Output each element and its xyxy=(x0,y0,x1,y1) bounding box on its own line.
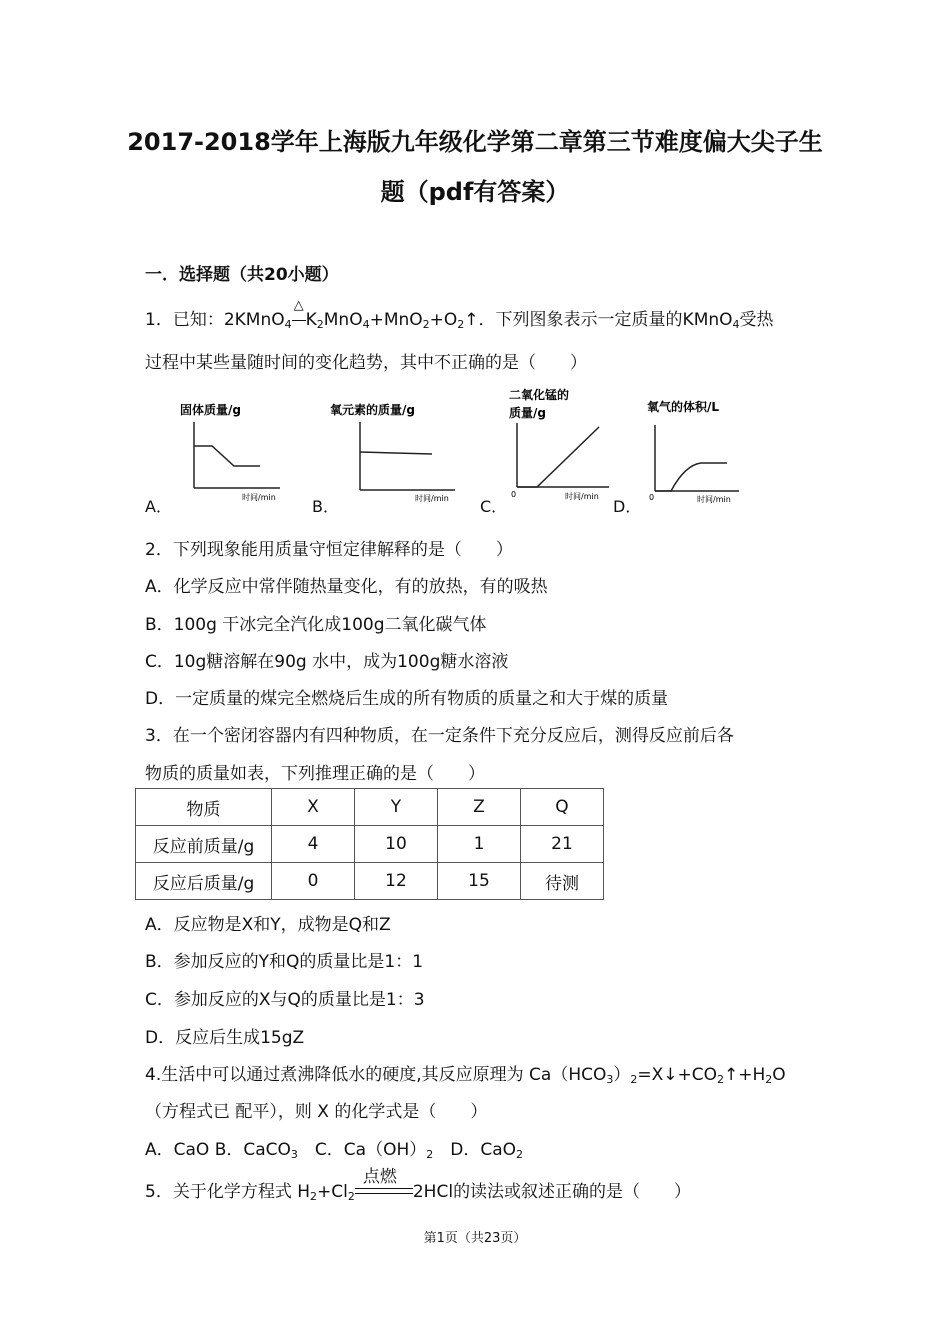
table-row xyxy=(136,863,604,900)
q2-option-a[interactable]: A．化学反应中常伴随热量变化，有的放热，有的吸热 xyxy=(145,577,548,597)
graph-a-ylabel: 固体质量/g xyxy=(180,403,241,417)
q3-mass-table xyxy=(135,788,604,900)
q3-option-c[interactable]: C．参加反应的X与Q的质量比是1：3 xyxy=(145,990,425,1010)
q3-stem-line2: 物质的质量如表，下列推理正确的是（ ） xyxy=(145,764,485,784)
heat-condition: △ xyxy=(292,310,306,330)
table-row xyxy=(136,826,604,863)
table-cell: 1 xyxy=(438,826,521,863)
q1-graph-a xyxy=(180,398,290,503)
table-cell: X xyxy=(272,789,355,826)
q4-stem-line1: 4.生活中可以通过煮沸降低水的硬度,其反应原理为 $Ca(HCO_3)_2=X↓+CO_2↑+H_2O$ xyxy=(145,1065,786,1086)
table-cell: 12 xyxy=(355,863,438,900)
q2-option-c[interactable]: C．10g糖溶解在90g 水中，成为100g糖水溶液 xyxy=(145,652,509,672)
table-header-row xyxy=(136,789,604,826)
table-cell: 4 xyxy=(272,826,355,863)
table-cell: Y xyxy=(355,789,438,826)
q1-option-b-letter[interactable]: B． xyxy=(312,497,339,516)
graph-b-ylabel: 氧元素的质量/g xyxy=(330,403,415,417)
q4-options[interactable]: A．CaO B．CaCO$_3$ C．$Ca(OH)_2$ D．CaO$_2$ xyxy=(145,1140,523,1161)
table-cell: Z xyxy=(438,789,521,826)
q3-option-a[interactable]: A．反应物是X和Y，成物是Q和Z xyxy=(145,915,391,935)
graph-a-xlabel: 时间/min xyxy=(242,493,276,502)
graph-c-ylabel-2: 质量/g xyxy=(509,406,546,420)
graph-b-curve xyxy=(360,452,432,454)
graph-b-xlabel: 时间/min xyxy=(415,494,449,503)
graph-d-xlabel: 时间/min xyxy=(697,495,731,504)
section-heading: 一．选择题（共20小题） xyxy=(145,265,339,285)
table-cell: 0 xyxy=(272,863,355,900)
table-cell: 物质 xyxy=(136,789,272,826)
page-footer: 第1页（共23页） xyxy=(423,1231,527,1246)
q2-option-b[interactable]: B．100g 干冰完全汽化成100g二氧化碳气体 xyxy=(145,615,487,635)
graph-c-ylabel-1: 二氧化锰的 xyxy=(509,388,570,402)
q5-stem: 5．关于化学方程式 $H_2+Cl_2$ 点燃 2HCl的读法或叙述正确的是（ ） xyxy=(145,1167,692,1203)
q1-graph-c xyxy=(505,385,615,503)
ignite-condition: 点燃 xyxy=(355,1182,413,1202)
graph-d-curve xyxy=(655,463,727,491)
q1-option-d-letter[interactable]: D． xyxy=(613,497,642,516)
q1-line1: 1．已知：2KMnO$_4$ △ $K_2MnO_4+MnO_2+O_2↑$．下列图象表示一定质量的KMnO$_4$受热 xyxy=(145,298,774,331)
doc-title-line2: 题（pdf有答案） xyxy=(380,178,570,206)
q1-option-c-letter[interactable]: C． xyxy=(480,497,508,516)
table-cell: 21 xyxy=(521,826,604,863)
graph-c-curve xyxy=(517,427,599,487)
q1-line2: 过程中某些量随时间的变化趋势，其中不正确的是（ ） xyxy=(145,353,587,373)
graph-d-origin: 0 xyxy=(649,493,655,502)
table-cell: Q xyxy=(521,789,604,826)
q2-option-d[interactable]: D．一定质量的煤完全燃烧后生成的所有物质的质量之和大于煤的质量 xyxy=(145,689,669,709)
q1-graph-d xyxy=(645,395,745,505)
table-cell: 10 xyxy=(355,826,438,863)
q3-option-d[interactable]: D．反应后生成15gZ xyxy=(145,1028,305,1048)
q2-stem: 2．下列现象能用质量守恒定律解释的是（ ） xyxy=(145,540,513,560)
q3-option-b[interactable]: B．参加反应的Y和Q的质量比是1：1 xyxy=(145,952,424,972)
table-cell: 待测 xyxy=(521,863,604,900)
doc-title-line1: 2017-2018学年上海版九年级化学第二章第三节难度偏大尖子生 xyxy=(127,128,823,156)
graph-d-ylabel: 氧气的体积/L xyxy=(647,400,720,414)
table-cell: 15 xyxy=(438,863,521,900)
q3-stem-line1: 3．在一个密闭容器内有四种物质，在一定条件下充分反应后，测得反应前后各 xyxy=(145,726,734,746)
q4-stem-line2: （方程式已 配平），则 X 的化学式是（ ） xyxy=(145,1102,488,1122)
q1-option-a-letter[interactable]: A． xyxy=(145,497,172,516)
graph-a-curve xyxy=(194,446,260,466)
q1-graph-b xyxy=(330,398,465,503)
graph-c-xlabel: 时间/min xyxy=(565,492,599,501)
table-cell: 反应前质量/g xyxy=(136,826,272,863)
table-cell: 反应后质量/g xyxy=(136,863,272,900)
graph-c-origin: 0 xyxy=(511,490,517,499)
